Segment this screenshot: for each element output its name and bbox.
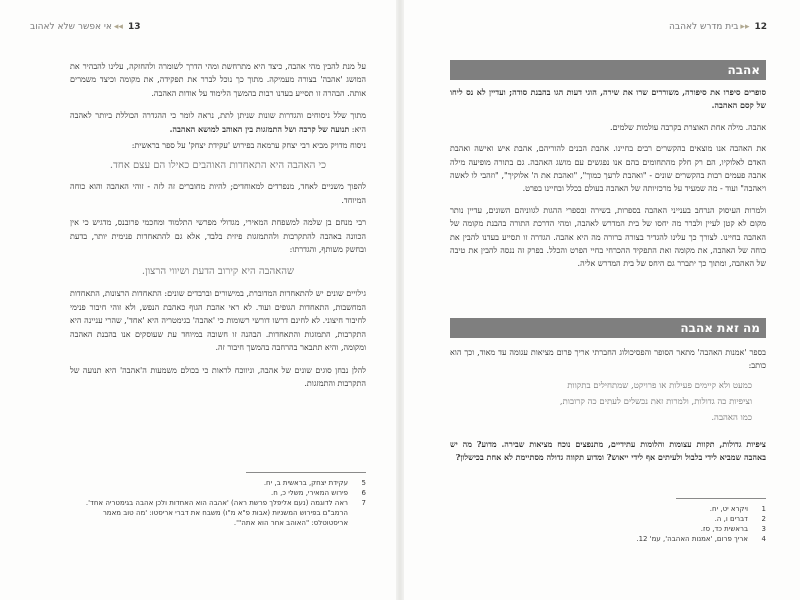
paragraph-bold: ציפיות גדולות, תקוות עצומות והלומות עתידיים, מתנפצים נוכח מציאות שבירה. מדוע? מה יש באהבה שמביא לידי בלבול ולעיתים אף לידי ייאוש? ומדוע תקווה גדולה מסתיימת לא אחת בכישלון? [450,439,766,463]
section-heading-what-is-love: מה זאת אהבה [450,318,766,338]
love-definition: תנועה של קרבה ושל התמזגות בין האוהב למושא האהבה. [169,123,350,134]
section1-text [450,86,766,271]
running-header-right [669,22,770,32]
section2-after [450,438,766,465]
section-heading-love: אהבה [450,60,766,80]
paragraph: להפוך משניים לאחד, מנפרדים למאוחדים; להיות מחוברים זה לזה - זוהי האהבה והוא כוחה המיוחד. [70,182,366,205]
quote-meiri: שהאהבה היא קירוב הדעת ושיווי הרצון. [141,266,295,278]
footnote-rule [676,498,766,499]
left-text-block [70,60,366,390]
paragraph: על מנת להבין מהי אהבה, כיצד היא מתרחשת ומהי הדרך לשומרה ולהחזקה, עלינו להבהיר את המושג 'אהבה' בצורה מעמיקה. מתוך כך נוכל לברר את תפקידה, את מקומה וכיצד משמרים אותה. הבהרה זו תסייע בעדנו רבות בהמשך הלימוד על אודות האהבה. [70,62,366,98]
footnote: הרמב"ם בפירוש המשניות (אבות פ"א מ"ו) משבח את דברי אריסטו: 'מה טוב מאמר אריסטוטלס: "האוהב אחר הוא אתה"'. [102,509,348,527]
quote-akeidat-yitzchak: כי האהבה היא התאחדות האוהבים כאילו הם עצם אחד. [109,160,327,172]
header-separator: ◂◂ [113,22,123,32]
footnote: 1ויקרא יט, יח. [709,505,766,513]
running-header-left [30,22,143,32]
footnote: 7ראה לדוגמה (נעם אליפלך פרשת ראה) 'אהבה הוא האחדות ולכן אהבה בגימטריה אחד'. [85,499,366,507]
footnote: 4אריך פרום, 'אמנות האהבה', עמ' 12. [636,535,766,543]
quote-line: וציפיות כה גדולות, ולמרות זאת נכשלים לעתים כה קרובות, [559,397,752,407]
footnotes-left [70,478,366,528]
page-number: 12 [754,22,767,32]
footnote: 2דברים ו, ה. [714,515,766,523]
page-number: 13 [127,22,141,32]
paragraph [70,109,366,136]
footnote-rule [246,472,366,473]
paragraph: ניסוח מדויק מביא רבי יצחק ערמאה בפירוש 'עקידת יצחק' על ספר בראשית: [131,141,366,151]
paragraph-lead: סופרים סיפרו את סיפורה, משוררים שרו את שירה, הוגי דעות הגו בהבנת סודה; ועדיין לא נס ליחו של קסם האהבה. [450,87,766,111]
paragraph: רבי מנחם בן שלמה למשפחת המאירי, מגדולי מפרשי התלמוד ומחכמי פרובנס, מדגיש כי אין הכוונה באהבה להתקרבות ולהתמזגות פיזית בלבד, אלא גם להתאחדות פנימית יותר, בדעת ובחשק משותף, והגדרתו: [70,218,366,255]
footnote: 5עקידת יצחק, בראשית ב, יח. [263,479,366,487]
quote-line: כמו האהבה. [711,413,752,423]
quote-erich-fromm [462,378,752,426]
running-title: אי אפשר שלא לאהוב [30,22,112,32]
section2-text [450,346,766,373]
header-separator: ▸▸ [740,22,750,32]
quote-line: כמעט ולא קיימים פעילות או פרויקט, שמתחילים בתקוות [567,381,752,391]
paragraph: ולמרות העיסוק הנרחב בענייני האהבה בספרות, בשירה ובספרי ההגות לגווניהם השונים, עדיין נותר מקום לא קטן לעיין ולברר מה יחסו של בית המדרש לאהבה, ומהי הדרכת התורה בהבנת מקומה של האהבה בחיינו. לצורך כך עלינו להגדיר בצורה ברורה מה היא אהבה. הגדרה זו תסייע בעדנו להבין את כוחה של האהבה, את מקומה ואת התפקיד ההכרחי בחיי הפרט והכלל. בפרק זה ננסה להבין את טיבה של האהבה, ומתוך כך יתברר גם היחס של בית המדרש אליה. [450,205,766,269]
paragraph-text: מתוך שלל ניסוחים והגדרות שונות שניתן לתת, נראה לומר כי ההגדרה הכוללת ביותר לאהבה היא: [70,111,366,134]
book-gutter [396,0,404,600]
paragraph: להלן נבחן סוגים שונים של אהבה, וניווכח לראות כי בכולם משמעות ה'אהבה' היא תנועה של התקרבות והתמזגות. [70,365,366,388]
footnote: 3בראשית כד, סז. [700,525,766,533]
paragraph: את האהבה אנו מוצאים בהקשרים רבים בחיינו. אהבת הבנים להוריהם, אהבת איש ואישה ואהבת האדם לאלוקיו, הם רק חלק מהתחומים בהם אנו נפגשים עם מושג האהבה. גם בתורה מופיעה מילה אהבה פעמים רבות בהקשרים שונים - "ואהבת לרעך כמוך", "ואהבת את ה' אלוקיך", "וזהבי לו לאשה ויאהבה" ועוד - מה שמעיד על מרכזיותה של האהבה בעולם בכלל ובחיינו בפרט. [450,144,766,194]
footnote: 6פירוש המאירי, משלי כ, ח. [271,489,366,497]
paragraph: גילויים שונים יש להתאחדות המדוברת, במישורים וברבדים שונים: התאחדות הרצונות, התאחדות המחשבות, התאחדות הגופים ועוד. לא ראי אהבת הגוף כאהבת הנפש, ולא זוהי חיבור פנימי לחיבור חיצוני. לא לחינם דרשו דורשי רשומות כי 'אהבה' בגימטריה היא 'אחד', שהרי עניינה היא התקרבות, התמזגות והתאחדות. הבהנה זו חשובה במיוחד עת שעוסקים אנו בהבנת האהבה ומקומה, והיא תתבאר בהרחבה בהמשך חיבור זה. [70,289,366,353]
paragraph: בספר 'אמנות האהבה' מתאר הסופר והפסיכולוג החברתי אריך פרום מציאות עגומה עד מאוד, וכך הוא כותב: [450,348,766,371]
page-12 [400,0,800,600]
running-title: בית מדרש לאהבה [668,22,739,32]
paragraph: אהבה. מילה אחת האוצרת בקרבה עולמות שלמים. [610,122,766,132]
footnotes-right [450,504,766,544]
